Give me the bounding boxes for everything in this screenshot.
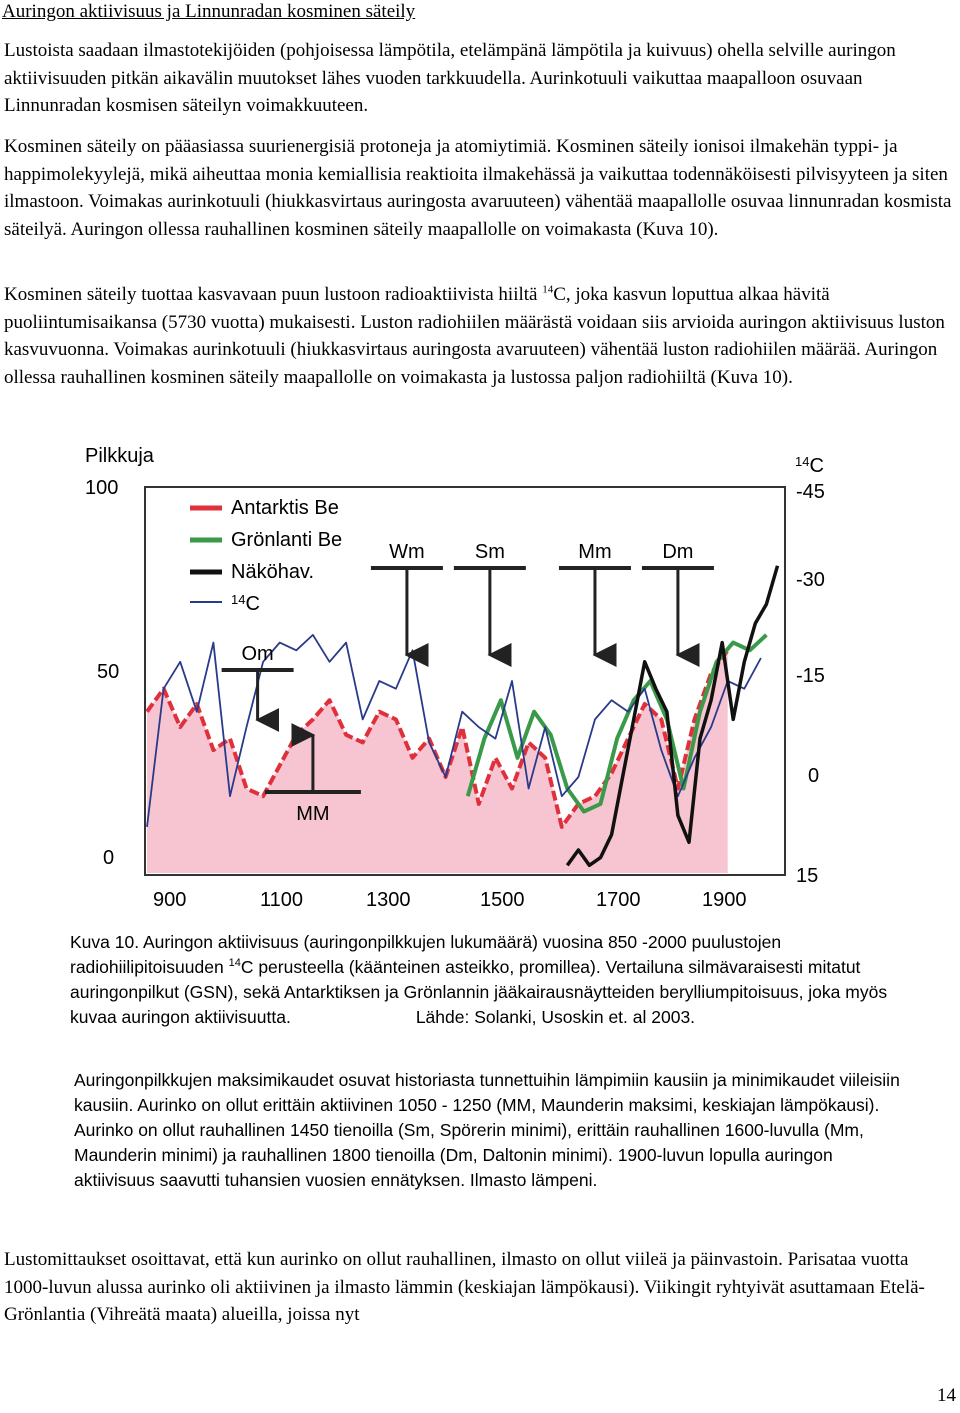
legend-c14-sup: 14 (231, 592, 246, 607)
annotation-mm (559, 541, 631, 655)
legend (190, 497, 342, 615)
left-tick-50: 50 (97, 661, 120, 683)
annotation-label-dm: Dm (662, 541, 694, 563)
solar-activity-chart (0, 430, 960, 920)
paragraph-tree-rings: Lustomittaukset osoittavat, että kun aurinko on ollut rauhallinen, ilmasto on ollut viileä ja päinvastoin. Parisataa vuotta 1000-luvun alussa aurinko oli aktiivinen ja ilmasto lämmin (keskiajan lämpökausi). Viikingit ryhtyivät asuttamaan Etelä-Grönlantia (Vihreätä maata) alueilla, joissa nyt (4, 1249, 925, 1325)
right-tick-m45: -45 (796, 481, 825, 503)
annotation-sm (454, 541, 526, 655)
left-tick-0: 0 (103, 847, 115, 869)
legend-label-gronlanti: Grönlanti Be (231, 529, 343, 551)
caption1-sup: 14 (228, 957, 241, 970)
x-tick-1300: 1300 (366, 889, 411, 911)
sunspot-explanation: Auringonpilkkujen maksimikaudet osuvat historiasta tunnettuihin lämpimiin kausiin ja minimikaudet viileisiin kausiin. Aurinko on ollut erittäin aktiivinen 1050 - 1250 (MM, Maunderin maksimi, keskiajan lämpökausi). Aurinko on ollut rauhallinen 1450 tienoilla (Sm, Spörerin minimi), erittäin rauhallinen 1600-luvulla (Mm, Maunderin minimi) ja rauhallinen 1800 tienoilla (Dm, Daltonin minimi). 1900-luvun lopulla auringon aktiivisuus saavutti tuhansien vuosien ennätyksen. Ilmasto lämpeni. (74, 1070, 900, 1190)
legend-label-nakohav: Näköhav. (231, 561, 315, 583)
right-tick-15: 15 (796, 865, 819, 887)
annotation-om (222, 643, 294, 720)
left-axis-title: Pilkkuja (85, 445, 154, 467)
para3-text-b: C, joka kasvun loputtua alkaa hävitä puoliintumisaikansa (5730 vuotta) mukaisesti. Luston radiohiilen määrästä voidaan siis arvioida auringon aktiivisuus luston kasvuvuonna. Voimakas aurinkotuuli (hiukkasvirtaus auringosta avaruuteen) vähentää luston radiohiilen määrää. Auringon ollessa rauhallinen kosminen säteily maapallolle on voimakasta ja lustossa paljon radiohiiltä (Kuva 10). (4, 284, 945, 388)
caption1-text-b: C perusteella (käänteinen asteikko, promillea). Vertailuna silmävaraisesti mitatut auringonpilkut (GSN), sekä Antarktiksen ja Grönlannin jääkairausnäytteiden berylliumpitoisuus, joka myös kuvaa auringon aktiivisuutta. (70, 957, 888, 1027)
paragraph-radiocarbon (4, 281, 956, 391)
x-tick-1900: 1900 (702, 889, 747, 911)
annotation-wm (371, 541, 443, 655)
x-tick-1100: 1100 (260, 889, 304, 911)
x-tick-900: 900 (153, 889, 187, 911)
annotation-label-mm: MM (296, 803, 330, 825)
legend-c14-text: C (245, 593, 260, 615)
right-axis-title-text: C (809, 455, 824, 477)
paragraph-intro: Lustoista saadaan ilmastotekijöiden (pohjoisessa lämpötila, etelämpänä lämpötila ja kuivuus) ohella selville auringon aktiivisuuden pitkän aikavälin muutokset lähes vuoden tarkkuudella. Aurinkotuuli vaikuttaa maapalloon osuvaan Linnunradan kosmisen säteilyn voimakkuuteen. (4, 40, 896, 116)
page-title: Auringon aktiivisuus ja Linnunradan kosminen säteily (2, 1, 416, 22)
right-axis-title (795, 454, 824, 477)
plot-area (147, 541, 778, 873)
x-tick-1700: 1700 (596, 889, 641, 911)
right-tick-m15: -15 (796, 665, 825, 687)
annotation-dm (642, 541, 714, 655)
right-tick-m30: -30 (796, 569, 825, 591)
left-tick-100: 100 (85, 477, 119, 499)
x-tick-1500: 1500 (480, 889, 525, 911)
figure-caption (70, 930, 900, 1030)
caption-source: Lähde: Solanki, Usoskin et. al 2003. (415, 1007, 696, 1027)
annotation-label-om: Om (241, 643, 274, 665)
annotation-label-mm: Mm (578, 541, 612, 563)
annotation-label-wm: Wm (389, 541, 425, 563)
legend-label-antarktis: Antarktis Be (231, 497, 339, 519)
para3-sup: 14 (542, 283, 554, 296)
para3-text-a: Kosminen säteily tuottaa kasvavaan puun lustoon radioaktiivista hiiltä (4, 284, 543, 305)
page-number: 14 (937, 1385, 956, 1406)
annotation-label-sm: Sm (474, 541, 505, 563)
paragraph-cosmic-rays: Kosminen säteily on pääasiassa suurienergisiä protoneja ja atomiytimiä. Kosminen säteily ionisoi ilmakehän typpi- ja happimolekyylejä, mikä aiheuttaa monia kemiallisia reaktioita ilmakehässä ja vaikuttaa todennäköisesti pilvisyyteen ja siten ilmastoon. Voimakas aurinkotuuli (hiukkasvirtaus auringosta avaruuteen) vähentää maapallolle osuvaa linnunradan kosmista säteilyä. Auringon ollessa rauhallinen kosminen säteily maapallolle on voimakasta (Kuva 10). (4, 136, 952, 240)
legend-label-c14 (231, 592, 260, 615)
caption1-text-a: Kuva 10. Auringon aktiivisuus (auringonpilkkujen lukumäärä) vuosina 850 -2000 puulustojen radiohiilipitoisuuden (70, 932, 782, 977)
right-axis-title-sup: 14 (795, 454, 810, 469)
right-tick-0: 0 (808, 765, 820, 787)
